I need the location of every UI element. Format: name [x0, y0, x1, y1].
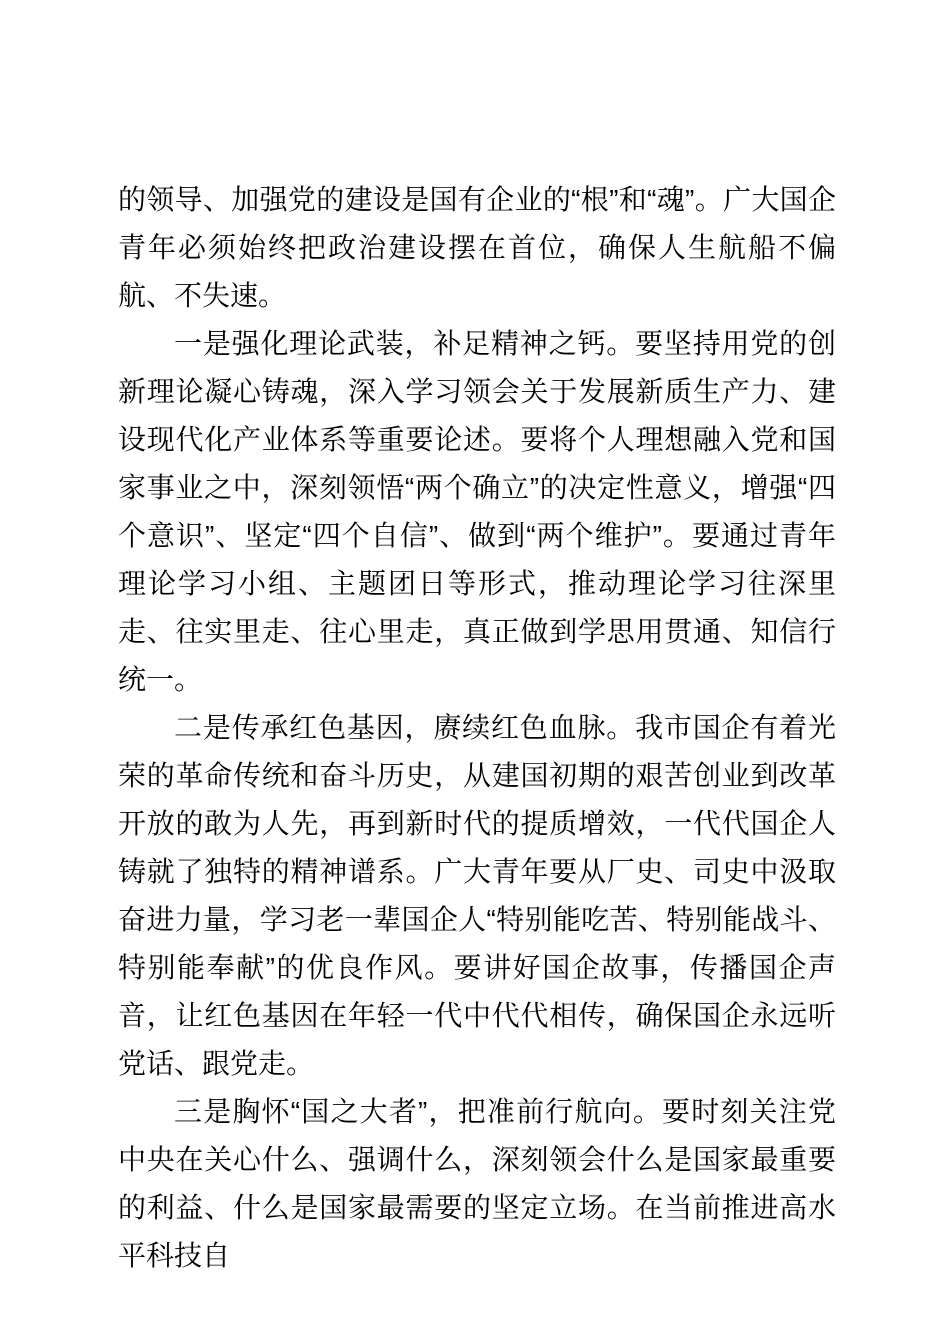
- paragraph-point-two: 二是传承红色基因，赓续红色血脉。我市国企有着光荣的革命传统和奋斗历史，从建国初期的艰苦创业到改革开放的敢为人先，再到新时代的提质增效，一代代国企人铸就了独特的精神谱系。广大青年要从厂史、司史中汲取奋进力量，学习老一辈国企人“特别能吃苦、特别能战斗、特别能奉献”的优良作风。要讲好国企故事，传播国企声音，让红色基因在年轻一代中代代相传，确保国企永远听党话、跟党走。: [118, 712, 836, 1079]
- paragraph-point-three: 三是胸怀“国之大者”，把准前行航向。要时刻关注党中央在关心什么、强调什么，深刻领会什么是国家最重要的利益、什么是国家最需要的坚定立场。在当前推进高水平科技自: [118, 1096, 836, 1271]
- paragraph-continuation: 的领导、加强党的建设是国有企业的“根”和“魂”。广大国企青年必须始终把政治建设摆在首位，确保人生航船不偏航、不失速。: [118, 184, 836, 311]
- paragraph-point-one: 一是强化理论武装，补足精神之钙。要坚持用党的创新理论凝心铸魂，深入学习领会关于发展新质生产力、建设现代化产业体系等重要论述。要将个人理想融入党和国家事业之中，深刻领悟“两个确立”的决定性意义，增强“四个意识”、坚定“四个自信”、做到“两个维护”。要通过青年理论学习小组、主题团日等形式，推动理论学习往深里走、往实里走、往心里走，真正做到学思用贯通、知信行统一。: [118, 328, 836, 695]
- document-body: [118, 176, 836, 1280]
